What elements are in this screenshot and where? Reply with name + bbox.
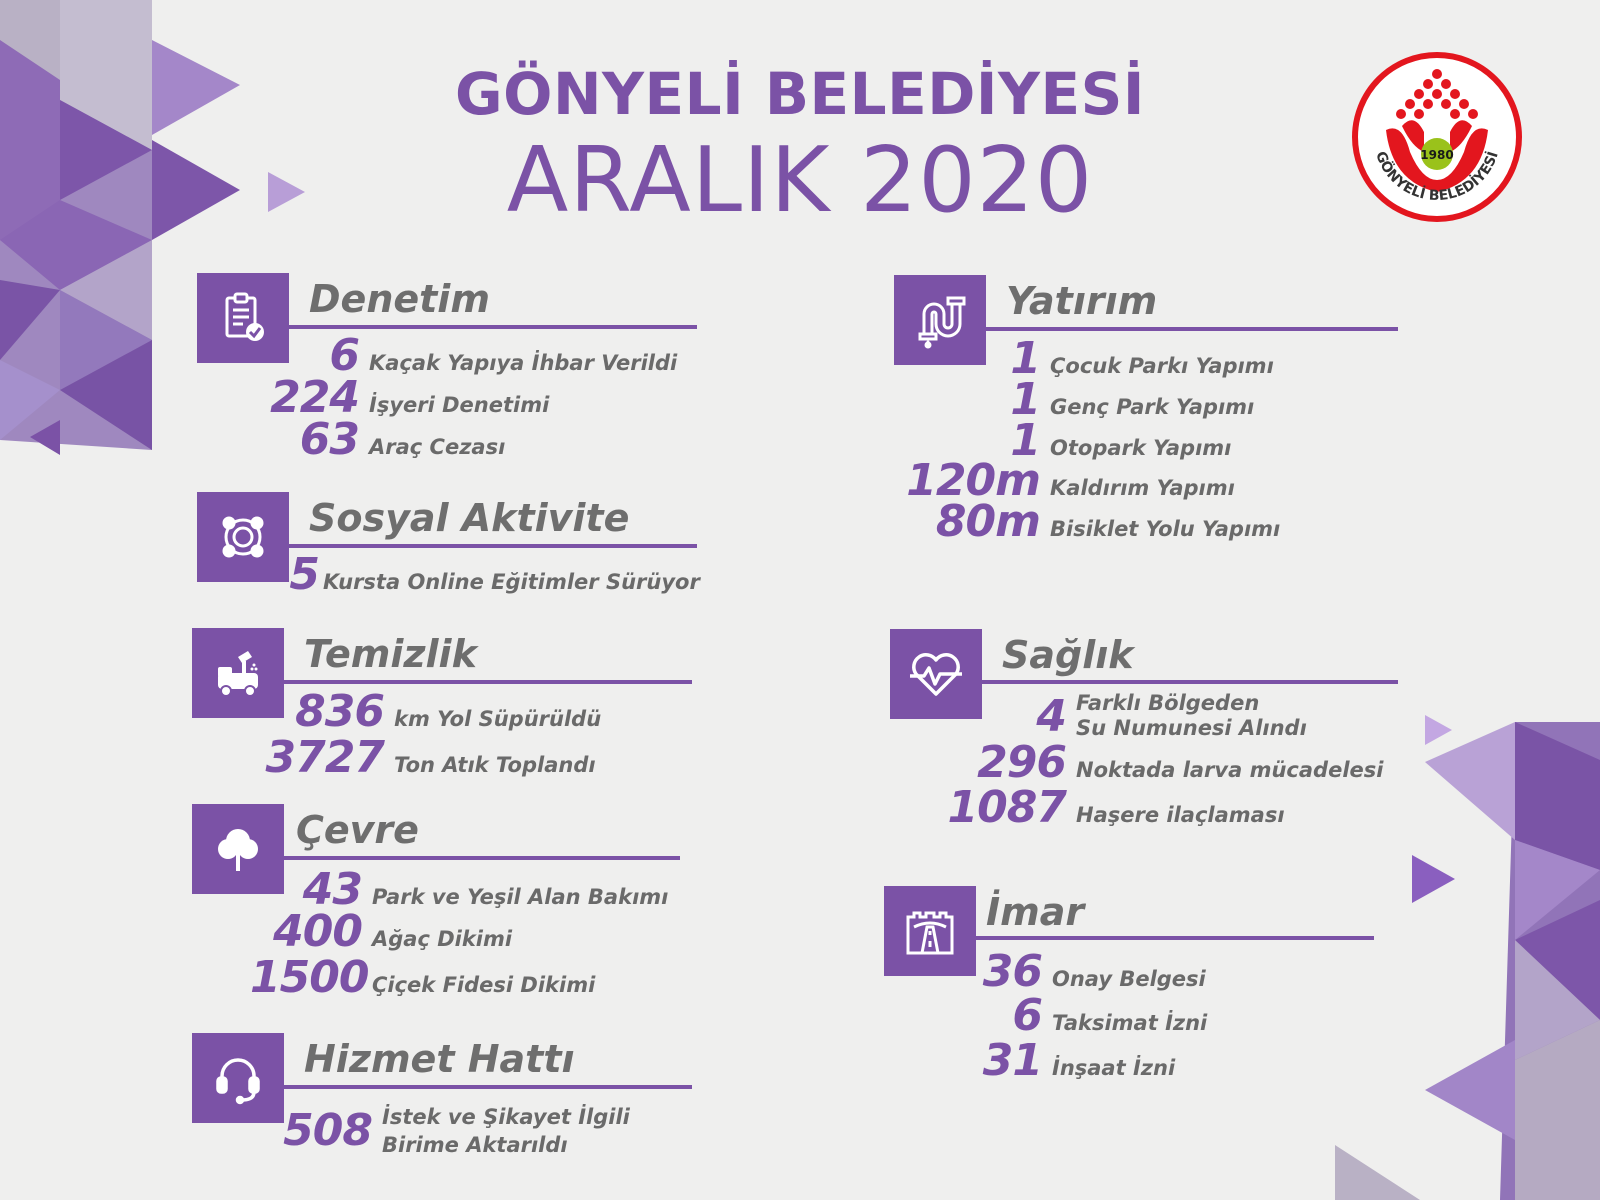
stat-row <box>894 496 1280 547</box>
stat-value: 1 <box>1010 374 1040 425</box>
stat-label: Ton Atık Toplandı <box>394 753 596 777</box>
stat-label: Kaldırım Yapımı <box>1050 476 1235 500</box>
stat-label-line2: Su Numunesi Alındı <box>1076 716 1307 740</box>
stat-value: 1087 <box>947 782 1066 833</box>
section-title: Denetim <box>309 277 490 321</box>
stat-row <box>257 414 505 465</box>
section-divider <box>284 1085 692 1089</box>
section-divider <box>289 325 697 329</box>
org-title: GÖNYELİ BELEDİYESİ <box>455 60 1145 128</box>
section-yatirim <box>894 275 1414 545</box>
stat-label: Park ve Yeşil Alan Bakımı <box>372 885 669 909</box>
stat-row <box>252 1105 372 1156</box>
stat-label-line2: Birime Aktarıldı <box>382 1133 568 1157</box>
section-divider <box>982 680 1398 684</box>
section-sosyal-aktivite <box>197 492 737 602</box>
stat-row <box>890 737 1383 788</box>
municipality-logo <box>1352 52 1522 222</box>
stat-label: Kursta Online Eğitimler Sürüyor <box>323 570 700 594</box>
stat-label: Taksimat İzni <box>1052 1011 1208 1035</box>
stat-value: 31 <box>982 1035 1042 1086</box>
section-hizmet-hatti <box>192 1033 712 1173</box>
stat-label: Çocuk Parkı Yapımı <box>1050 354 1274 378</box>
stat-row <box>257 549 700 600</box>
section-title: İmar <box>986 890 1085 934</box>
stat-value: 4 <box>1036 691 1066 742</box>
stat-row <box>884 990 1207 1041</box>
stat-row <box>250 906 512 957</box>
stat-label-line1: İstek ve Şikayet İlgili <box>382 1105 630 1129</box>
stat-value: 120m <box>906 455 1040 506</box>
stat-value: 224 <box>270 372 359 423</box>
stat-label: Haşere ilaçlaması <box>1076 803 1285 827</box>
section-title: Temizlik <box>304 632 477 676</box>
section-title: Hizmet Hattı <box>304 1037 575 1081</box>
section-title: Çevre <box>296 808 419 852</box>
section-divider <box>986 327 1398 331</box>
stat-value: 63 <box>299 414 359 465</box>
period-title: ARALIK 2020 <box>506 128 1094 233</box>
section-divider <box>284 856 680 860</box>
stat-row <box>252 732 596 783</box>
stat-row <box>884 1035 1175 1086</box>
section-title: Sosyal Aktivite <box>309 496 630 540</box>
stat-label: İşyeri Denetimi <box>369 393 550 417</box>
stat-value: 80m <box>935 496 1040 547</box>
stat-value: 508 <box>283 1105 372 1156</box>
section-divider <box>289 544 697 548</box>
section-divider <box>284 680 692 684</box>
stat-value: 1 <box>1010 415 1040 466</box>
section-title: Sağlık <box>1002 633 1134 677</box>
stat-label: İnşaat İzni <box>1052 1056 1176 1080</box>
stat-value: 36 <box>982 946 1042 997</box>
stat-value: 836 <box>295 686 384 737</box>
logo-year: 1980 <box>1420 148 1454 162</box>
stat-label: Otopark Yapımı <box>1050 436 1232 460</box>
stat-row <box>252 686 601 737</box>
stat-label: Çiçek Fidesi Dikimi <box>372 973 596 997</box>
stat-label: Noktada larva mücadelesi <box>1076 758 1384 782</box>
stat-label: Bisiklet Yolu Yapımı <box>1050 517 1281 541</box>
section-saglik <box>890 629 1410 833</box>
section-cevre <box>192 804 712 1004</box>
stat-value: 296 <box>977 737 1066 788</box>
stat-value: 5 <box>289 549 319 600</box>
stat-value: 43 <box>302 864 362 915</box>
stat-value: 1 <box>1010 333 1040 384</box>
stat-value: 6 <box>1012 990 1042 1041</box>
logo-ring-text: GÖNYELİ BELEDİYESİ <box>1372 149 1502 205</box>
stat-row <box>890 691 1066 742</box>
section-divider <box>976 936 1374 940</box>
section-temizlik <box>192 628 712 783</box>
stat-value: 400 <box>273 906 362 957</box>
stat-value: 3727 <box>265 732 384 783</box>
stat-label: Onay Belgesi <box>1052 967 1206 991</box>
stat-label: Araç Cezası <box>369 435 506 459</box>
stat-label: Kaçak Yapıya İhbar Verildi <box>369 351 678 375</box>
stat-value: 6 <box>329 330 359 381</box>
stat-row <box>890 782 1285 833</box>
section-title: Yatırım <box>1006 279 1158 323</box>
stat-value: 1500 <box>250 952 369 1003</box>
stat-label: Ağaç Dikimi <box>372 927 513 951</box>
stat-label: Genç Park Yapımı <box>1050 395 1255 419</box>
stat-label: km Yol Süpürüldü <box>394 707 602 731</box>
stat-label-line1: Farklı Bölgeden <box>1076 691 1260 715</box>
section-imar <box>884 886 1404 1086</box>
section-denetim <box>197 273 717 473</box>
stat-row <box>250 952 595 1003</box>
